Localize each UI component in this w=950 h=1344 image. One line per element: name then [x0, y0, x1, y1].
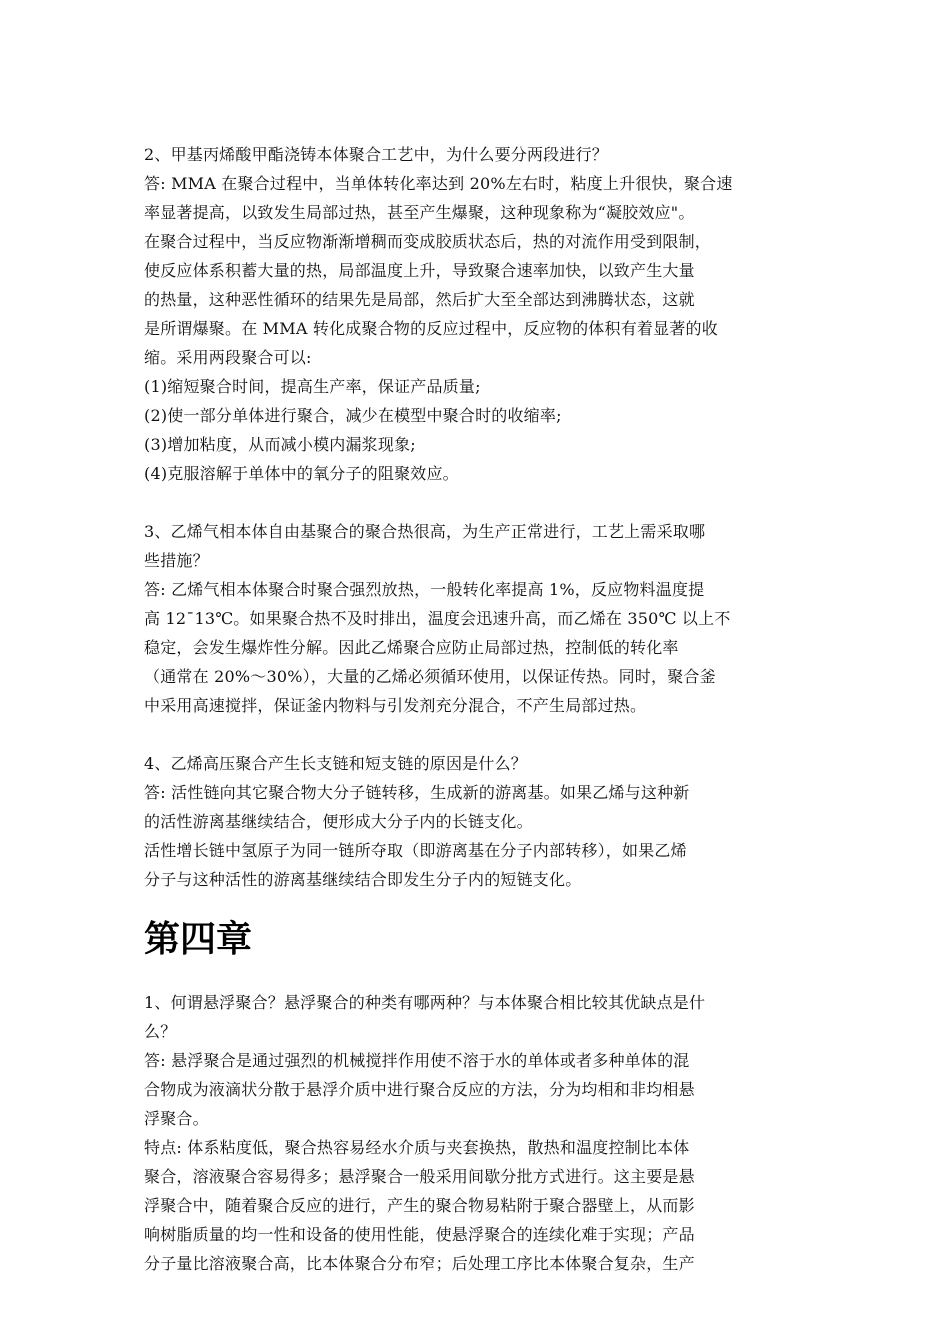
question-3-text: 3、乙烯气相本体自由基聚合的聚合热很高，为生产正常进行，工艺上需采取哪 [144, 522, 706, 541]
answer-2-line: 缩。采用两段聚合可以: [144, 348, 312, 367]
question-2-text: 2、甲基丙烯酸甲酯浇铸本体聚合工艺中，为什么要分两段进行？ [144, 145, 608, 164]
chapter4-answer-1-line: 聚合，溶液聚合容易得多；悬浮聚合一般采用间歇分批方式进行。这主要是悬 [144, 1167, 695, 1186]
chapter4-answer-1-line: 答: 悬浮聚合是通过强烈的机械搅拌作用使不溶于水的单体或者多种单体的混 [144, 1051, 690, 1070]
answer-2-line: 率显著提高，以致发生局部过热，甚至产生爆聚，这种现象称为“凝胶效应"。 [144, 203, 695, 222]
answer-3-line: 高 12¯13℃。如果聚合热不及时排出，温度会迅速升高，而乙烯在 350℃ 以上不 [144, 609, 731, 628]
answer-3-line: 答: 乙烯气相本体聚合时聚合强烈放热，一般转化率提高 1%，反应物料温度提 [144, 580, 705, 599]
document-page [144, 140, 820, 1278]
answer-2-list-item: (4)克服溶解于单体中的氧分子的阻聚效应。 [144, 464, 459, 483]
answer-2-list-item: (3)增加粘度，从而减小模内漏浆现象; [144, 435, 416, 454]
question-3-block [144, 517, 820, 720]
chapter4-answer-1-line: 合物成为液滴状分散于悬浮介质中进行聚合反应的方法，分为均相和非均相悬 [144, 1080, 695, 1099]
chapter4-answer-1-line: 响树脂质量的均一性和设备的使用性能，使悬浮聚合的连续化难于实现；产品 [144, 1225, 695, 1244]
chapter4-answer-1-line: 浮聚合中，随着聚合反应的进行，产生的聚合物易粘附于聚合器壁上，从而影 [144, 1196, 695, 1215]
answer-4-line: 分子与这种活性的游离基继续结合即发生分子内的短链支化。 [144, 870, 582, 889]
question-2-block [144, 140, 820, 488]
question-3-text: 些措施？ [144, 551, 209, 570]
answer-3-line: 中采用高速搅拌，保证釜内物料与引发剂充分混合，不产生局部过热。 [144, 696, 647, 715]
paragraph-gap [144, 720, 820, 749]
answer-2-line: 使反应体系积蓄大量的热，局部温度上升，导致聚合速率加快，以致产生大量 [144, 261, 695, 280]
question-4-text: 4、乙烯高压聚合产生长支链和短支链的原因是什么？ [144, 754, 527, 773]
answer-3-line: （通常在 20%～30%），大量的乙烯必须循环使用，以保证传热。同时，聚合釜 [144, 667, 716, 686]
paragraph-gap [144, 488, 820, 517]
answer-2-line: 是所谓爆聚。在 MMA 转化成聚合物的反应过程中，反应物的体积有着显著的收 [144, 319, 718, 338]
chapter4-answer-1-line: 特点: 体系粘度低，聚合热容易经水介质与夹套换热，散热和温度控制比本体 [144, 1138, 690, 1157]
answer-3-line: 稳定，会发生爆炸性分解。因此乙烯聚合应防止局部过热，控制低的转化率 [144, 638, 679, 657]
answer-4-line: 的活性游离基继续结合，便形成大分子内的长链支化。 [144, 812, 533, 831]
chapter4-answer-1-line: 浮聚合。 [144, 1109, 209, 1128]
answer-4-line: 答: 活性链向其它聚合物大分子链转移，生成新的游离基。如果乙烯与这种新 [144, 783, 690, 802]
question-4-block [144, 749, 820, 894]
chapter-heading: 第四章 [144, 919, 253, 960]
answer-4-line: 活性增长链中氢原子为同一链所夺取（即游离基在分子内部转移），如果乙烯 [144, 841, 687, 860]
chapter4-answer-1-line: 分子量比溶液聚合高，比本体聚合分布窄；后处理工序比本体聚合复杂，生产 [144, 1254, 695, 1273]
chapter4-question-1-text: 1、何谓悬浮聚合？悬浮聚合的种类有哪两种？与本体聚合相比较其优缺点是什 [144, 993, 706, 1012]
answer-2-line: 在聚合过程中，当反应物渐渐增稠而变成胶质状态后，热的对流作用受到限制， [144, 232, 712, 251]
answer-2-list-item: (1)缩短聚合时间，提高生产率，保证产品质量; [144, 377, 481, 396]
answer-2-list-item: (2)使一部分单体进行聚合，减少在模型中聚合时的收缩率; [144, 406, 562, 425]
chapter4-question-1-text: 么？ [144, 1022, 177, 1041]
answer-2-line: 答: MMA 在聚合过程中，当单体转化率达到 20%左右时，粘度上升很快，聚合速 [144, 174, 733, 193]
chapter4-question-1-block [144, 988, 820, 1278]
answer-2-line: 的热量，这种恶性循环的结果先是局部，然后扩大至全部达到沸腾状态，这就 [144, 290, 695, 309]
